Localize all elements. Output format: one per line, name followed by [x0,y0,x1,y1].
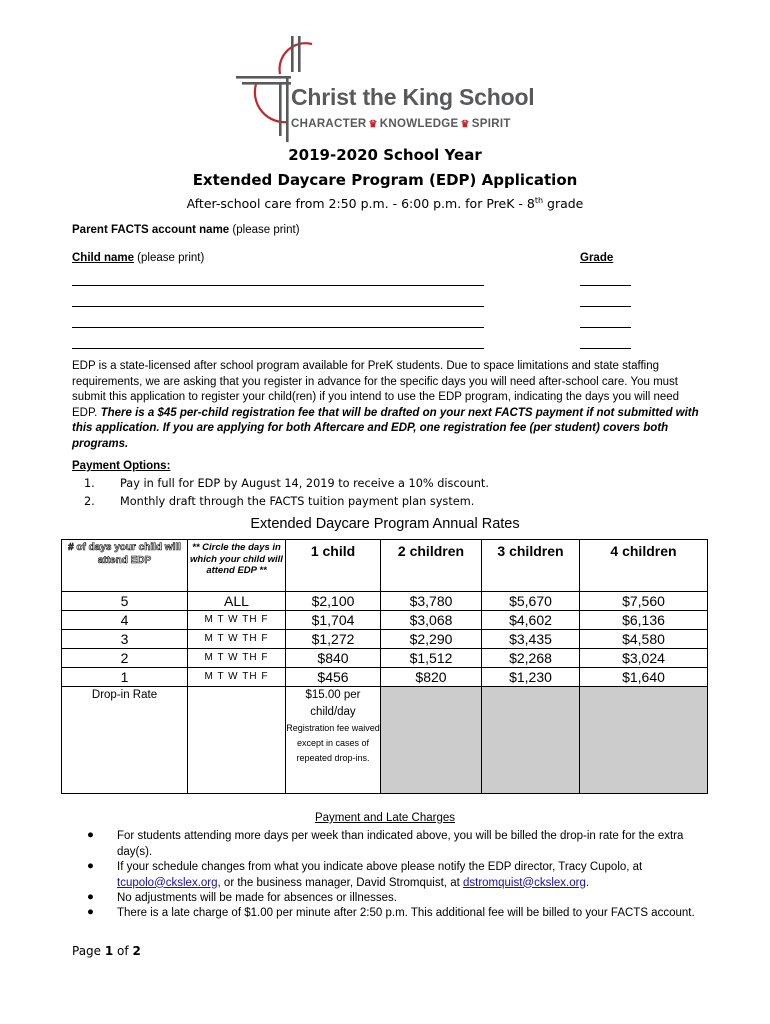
grade-line-4[interactable] [580,348,631,349]
rate-1-child: $2,100 [286,592,381,611]
bullet-text-part: . [585,876,590,889]
circle-days-cell[interactable]: M T W TH F [188,611,286,630]
table-row [62,611,708,630]
col-circle-header: ** Circle the days in which your child will attend EDP ** [188,540,286,592]
child-name-line-1[interactable] [72,285,484,286]
rate-4-children: $4,580 [580,630,708,649]
col-days-header: # of days your child will attend EDP [62,540,188,592]
bullet-text: For students attending more days per week than indicated above, you will be billed the drop-in rate for the extra day(s). [117,830,684,858]
days-cell: 1 [62,668,188,687]
dropin-row [62,687,708,794]
intro-plain: EDP is a state-licensed after school program available for PreK students. Due to space limitations and state staffing requirements, we are asking that you register in advance for the specific days you will need after-school care. You must submit this application to register your child(ren) if you intend to use the EDP program, indicating the days you will need EDP. [72,360,680,419]
col-2-children-header: 2 children [381,540,482,592]
days-cell: 4 [62,611,188,630]
rate-3-children: $5,670 [482,592,580,611]
child-name-label [72,252,204,264]
logo-school-name: Christ the King School [291,84,535,110]
shaded-cell [381,687,482,794]
option-text: Monthly draft through the FACTS tuition payment plan system. [120,495,475,508]
crown-icon: ♛ [368,119,378,130]
crown-icon: ♛ [460,119,470,130]
bullet-icon: ● [87,860,94,872]
rate-2-children: $3,780 [381,592,482,611]
payment-option-2 [84,495,474,508]
late-charges-heading: Payment and Late Charges [314,812,455,824]
rate-1-child: $456 [286,668,381,687]
tagline-knowledge: KNOWLEDGE [379,118,459,130]
care-hours-subtitle [0,196,770,211]
rate-4-children: $3,024 [580,649,708,668]
child-label-hint: (please print) [133,252,205,264]
child-name-line-2[interactable] [72,306,484,307]
page-number [72,944,141,958]
parent-label-bold: Parent FACTS account name [72,224,230,236]
shaded-cell [580,687,708,794]
logo-tagline [291,118,511,130]
days-cell: 5 [62,592,188,611]
dropin-label: Drop-in Rate [62,687,188,794]
page-current: 1 [104,944,114,958]
dropin-fee: $15.00 per child/day [305,689,361,718]
care-hours-sup: th [534,196,544,205]
care-hours-end: grade [543,196,584,212]
rate-3-children: $3,435 [482,630,580,649]
bullet-icon: ● [87,906,94,918]
dropin-note: Registration fee waived except in cases of repeated drop-ins. [286,723,380,763]
circle-days-cell[interactable]: M T W TH F [188,630,286,649]
rate-3-children: $1,230 [482,668,580,687]
rates-table-title: Extended Daycare Program Annual Rates [250,516,520,532]
option-text: Pay in full for EDP by August 14, 2019 to receive a 10% discount. [120,477,489,490]
rates-table [61,539,708,794]
parent-label-hint: (please print) [229,224,300,236]
grade-line-3[interactable] [580,327,631,328]
bullet-icon: ● [87,891,94,903]
payment-option-1 [84,477,489,490]
rate-4-children: $1,640 [580,668,708,687]
rate-3-children: $4,602 [482,611,580,630]
table-row [62,630,708,649]
rate-1-child: $1,272 [286,630,381,649]
rate-1-child: $840 [286,649,381,668]
bullet-icon: ● [87,829,94,841]
table-row [62,668,708,687]
school-year-heading: 2019-2020 School Year [288,146,482,164]
table-row [62,649,708,668]
intro-paragraph [72,359,702,452]
page-label: Page [72,944,105,958]
circle-days-cell[interactable]: M T W TH F [188,649,286,668]
option-number: 1. [84,477,95,490]
child-name-line-4[interactable] [72,348,484,349]
rate-2-children: $2,290 [381,630,482,649]
page-of: of [113,944,133,958]
grade-label-bold: Grade [580,252,614,264]
grade-label [580,252,613,264]
intro-fee-notice: There is a $45 per-child registration fee that will be drafted on your next FACTS payment if not submitted with this application. If you are applying for both Aftercare and EDP, one registration fee (per student) covers both programs. [72,406,699,450]
payment-options-heading: Payment Options: [72,460,171,472]
col-4-children-header: 4 children [580,540,708,592]
child-name-line-3[interactable] [72,327,484,328]
bullet-text: No adjustments will be made for absences or illnesses. [117,892,397,904]
grade-line-1[interactable] [580,285,631,286]
tagline-character: CHARACTER [291,118,367,130]
bullet-text: There is a late charge of $1.00 per minute after 2:50 p.m. This additional fee will be billed to your FACTS account. [117,907,695,919]
rate-3-children: $2,268 [482,649,580,668]
program-title: Extended Daycare Program (EDP) Application [192,171,578,189]
dropin-fee-cell [286,687,381,794]
rate-4-children: $6,136 [580,611,708,630]
bullet-text [117,860,707,891]
care-hours-text: After-school care from 2:50 p.m. - 6:00 p.m. for PreK - 8 [186,196,535,212]
tagline-spirit: SPIRIT [471,118,511,130]
parent-name-label [72,224,300,236]
col-3-children-header: 3 children [482,540,580,592]
director-email-link[interactable]: tcupolo@ckslex.org [117,876,218,889]
rate-2-children: $3,068 [381,611,482,630]
rate-2-children: $820 [381,668,482,687]
circle-days-cell[interactable]: ALL [188,592,286,611]
manager-email-link[interactable]: dstromquist@ckslex.org [462,876,586,889]
col-1-child-header: 1 child [286,540,381,592]
rate-2-children: $1,512 [381,649,482,668]
bullet-text-part: , or the business manager, David Stromquist, at [217,876,463,889]
circle-days-cell[interactable]: M T W TH F [188,668,286,687]
rate-1-child: $1,704 [286,611,381,630]
rates-header-row [62,540,708,592]
child-label-bold: Child name [72,252,134,264]
shaded-cell [482,687,580,794]
bullet-text-part: If your schedule changes from what you indicate above please notify the EDP director, Tracy Cupolo, at [117,861,643,873]
grade-line-2[interactable] [580,306,631,307]
table-row [62,592,708,611]
option-number: 2. [84,495,95,508]
days-cell: 3 [62,630,188,649]
page-total: 2 [132,944,141,958]
days-cell: 2 [62,649,188,668]
dropin-circle-cell [188,687,286,794]
rate-4-children: $7,560 [580,592,708,611]
